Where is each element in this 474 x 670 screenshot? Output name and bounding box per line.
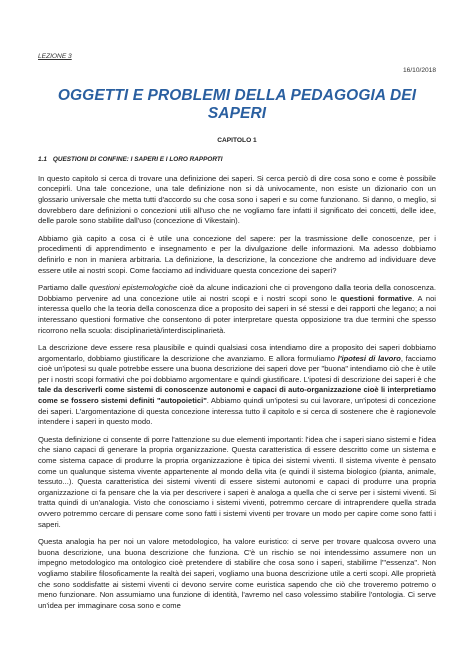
paragraph-3 <box>38 283 436 336</box>
paragraph-4-text-a: La descrizione deve essere resa plausibile e quindi qualsiasi cosa intendiamo dire a proposito dei saperi dobbiamo argomentarlo, dobbiamo giustificare la descrizione che avanziamo. E allora formuliamo <box>38 343 436 363</box>
paragraph-4 <box>38 343 436 428</box>
section-heading <box>38 155 436 166</box>
document-date: 16/10/2018 <box>402 67 436 74</box>
lesson-label: LEZIONE 3 <box>38 53 72 60</box>
paragraph-4-hypothesis-term: l'ipotesi di lavoro <box>337 353 401 363</box>
paragraph-3-text-a: Partiamo dalle <box>38 283 90 293</box>
chapter-heading: CAPITOLO 1 <box>217 136 257 144</box>
paragraph-2: Abbiamo già capito a cosa ci è utile una concezione del sapere: per la trasmissione delle conoscenze, per i procedimenti di apprendimento e insegnamento e per la divulgazione delle informazioni. Ma adesso dobbiamo definirlo e non in maniera arbitraria. La definizione, la descrizione, la concezione che andremo ad individuare deve essere utile ai nostri scopi. Come facciamo ad individuare questa concezione dei saperi? <box>38 233 436 275</box>
paragraph-1: In questo capitolo si cerca di trovare una definizione dei saperi. Si cerca perciò di dire cosa sono e come è possibile concepirli. Una tale concezione, una tale definizione non si dà univocamente, non esiste un dizionario con un glossario universale che metta tutti d'accordo su che cosa sono i saperi e su come funzionano. Si danno, o meglio, si dovrebbero dare definizioni o concezioni utili all'uso che ne vogliamo fare infatti il significato dei concetti, delle idee, delle parole sono stabilite dall'uso (concezione di Vikestain). <box>38 173 436 226</box>
section-number: 1.1 <box>38 156 47 164</box>
paragraph-4-bold-definition: tale da descriverli come sistemi di conoscenze autonomi e capaci di auto-organizzazione cioè li interpretiamo come se fossero sistemi definiti "autopoietici" <box>38 385 436 406</box>
paragraph-4-text-e: . Abbiamo quindi un'ipotesi su cui lavorare, un'ipotesi di concezione dei saperi. L'argomentazione di questa concezione interessa tutto il capitolo e si cerca di sostenere che è ragionevole intendere i saperi in questo modo. <box>38 396 436 427</box>
section-title: QUESTIONI DI CONFINE: I SAPERI E I LORO RAPPORTI <box>52 156 223 164</box>
paragraph-3-bold-term: questioni formative <box>340 293 413 303</box>
paragraph-5: Questa definizione ci consente di porre l'attenzione su due elementi importanti: l'idea che i saperi siano sistemi e l'idea che siano capaci di generare la propria organizzazione. Questa caratteristica di essere descritto come un sistema e come sistema capace di produrre la propria organizzazione è tipica dei sistemi viventi. Il sistema vivente è pensato come un qualunque sistema vivente appartenente al mondo della vita (e quindi il sistema biologico (pianta, animale, tessuto...). Questa caratteristica dei sistemi viventi di essere sistemi autonomi e capaci di produrre una propria organizzazione ci fa pensare che la via per descrivere i saperi è analoga a quella che ci serve per i sistemi viventi. Si tratta quindi di un'analogia. Visto che conosciamo i sistemi viventi, potremmo cercare di intraprendere quella strada ovvero potremmo cercare di pensare come sono fatti i sistemi viventi per trovare un modo per capire come sono fatti i saperi. <box>38 434 436 529</box>
document-title: OGGETTI E PROBLEMI DELLA PEDAGOGIA DEI SAPERI <box>57 86 417 122</box>
paragraph-3-italic-term: questioni epistemologiche <box>89 283 178 293</box>
paragraph-3-text-c: cioè da alcune indicazioni che ci provengono dalla teoria della conoscenza. Dobbiamo pervenire ad una concezione utile ai nostri scopi e i nostri scopi sono le <box>38 283 437 303</box>
paragraph-4-text-c: , facciamo cioè un'ipotesi su quale potrebbe essere una buona descrizione dei saperi dove per "buona" intendiamo ciò che è utile per i nostri scopi formativi che poi dobbiamo argomentare e quindi giustificare. L'ipotesi di descrizione dei saperi è che <box>38 353 436 384</box>
paragraph-3-text-e: . A noi interessa quello che la teoria della conoscenza dice a proposito dei saperi in sé stessi e dei rapporti che legano; a noi interessano questioni formative che consentono di poter interpretare questa opposizione tra due termini che spesso ricorrono nella scuola: disciplinarietà/interdisciplinarietà. <box>38 293 436 335</box>
paragraph-6: Questa analogia ha per noi un valore metodologico, ha valore euristico: ci serve per trovare qualcosa ovvero una buona descrizione, una buona descrizione che funziona. C'è un rischio se noi intendessimo assumere non un impegno metodologico ma ontologico cioè pretendere di stabilire che cosa sono i saperi, stabilirne l'"essenza". Non vogliamo stabilire filosoficamente la realtà dei saperi, vogliamo una buona descrizione utile a certi scopi. Alle proprietà che sono soddisfatte ai sistemi viventi ci devono servire come euristica sapendo che ciò che troveremo potremo o meno funzionare. Non assumiamo una funzione di identità, l'avremo nel caso volessimo stabilire l'ontologia. Ci serve un'idea per immaginare cosa sono e come <box>38 537 436 610</box>
